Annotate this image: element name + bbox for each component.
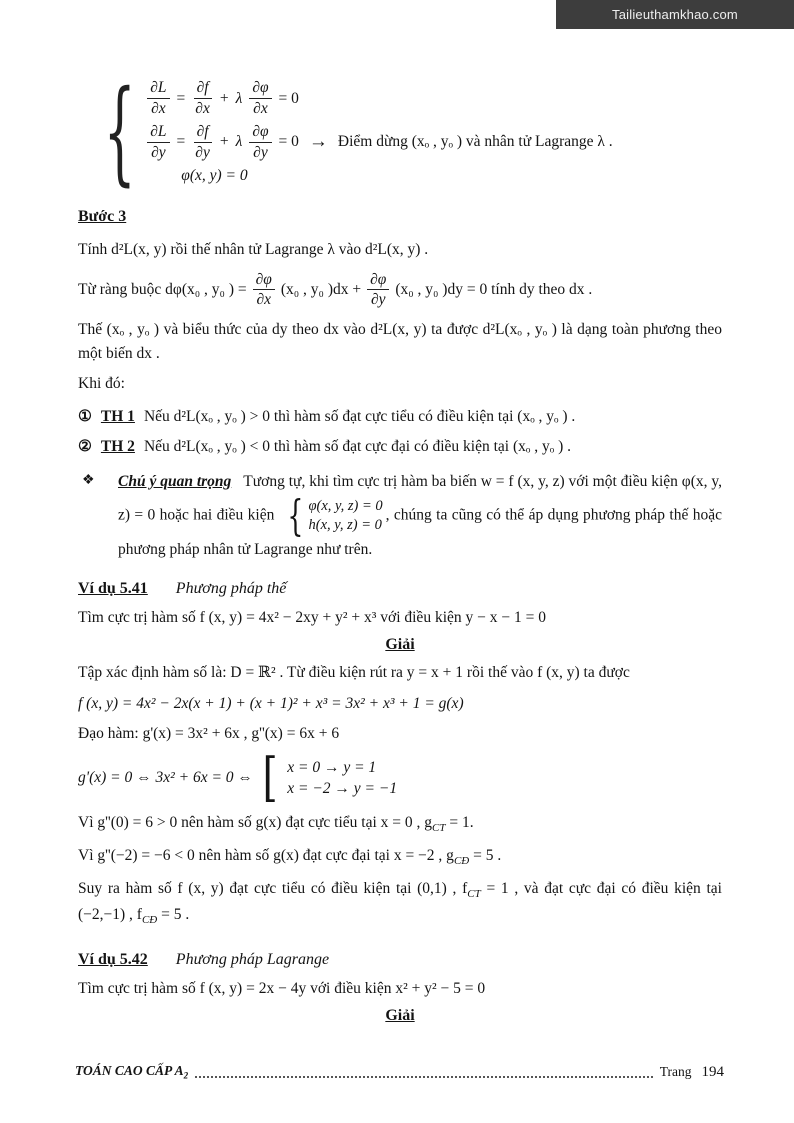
equation-substituted-function: f (x, y) = 4x² − 2x(x + 1) + (x + 1)² + x³ = 3x² + x³ + 1 = g(x) (78, 694, 464, 712)
subscript-ct: CT (432, 822, 446, 835)
equals-zero: = 0 (278, 133, 299, 151)
left-brace-glyph: { (103, 67, 136, 197)
critical-points-cases (78, 748, 722, 809)
paragraph-derivatives: Đạo hàm: g'(x) = 3x² + 6x , g''(x) = 6x + 6 (78, 724, 340, 742)
example-541-label: Ví dụ 5.41 (78, 579, 148, 597)
page-label: Trang (659, 1064, 692, 1079)
equation-line-3 (181, 167, 612, 185)
fraction-dphi-dy: $\frac{\partial\varphi}{\partial y}$ (249, 123, 271, 162)
important-note-body (118, 469, 722, 564)
example-541-method-title: Phương pháp thế (175, 579, 287, 597)
fraction-dL-dx: $\frac{\partial L}{\partial x}$ (147, 79, 169, 118)
step-3-heading: Bước 3 (78, 208, 127, 225)
fraction-dphi-dx: $\frac{\partial\varphi}{\partial x}$ (253, 271, 275, 310)
example-542-label: Ví dụ 5.42 (78, 950, 148, 968)
lambda-symbol: λ (235, 89, 243, 107)
fraction-df-dx: $\frac{\partial f}{\partial x}$ (195, 79, 210, 118)
lagrange-system-equations (84, 67, 722, 197)
page-number-block (660, 1064, 724, 1081)
dphi-prefix: Từ ràng buộc dφ(x₀ , y₀ ) = (78, 280, 247, 298)
example-541-heading (78, 580, 722, 598)
fraction-dphi-dy: $\frac{\partial\varphi}{\partial y}$ (367, 271, 389, 310)
paragraph-khi-do: Khi đó: (78, 375, 125, 393)
constraint-differential-line (78, 271, 722, 310)
fraction-dL-dy: $\frac{\partial L}{\partial y}$ (147, 123, 169, 162)
subscript-cd: CĐ (141, 913, 158, 926)
page-content (78, 67, 722, 1030)
important-note-block (78, 469, 722, 564)
important-note-pre: Tương tự, khi tìm cực trị hàm ba biến w = f (x, y, z) với một điều kiện φ(x, y, z) = 0 hoặc hai điều kiện (118, 472, 722, 524)
dotted-leader (195, 1076, 653, 1078)
constraint-equation: φ(x, y) = 0 (181, 166, 248, 184)
page-number: 194 (701, 1064, 724, 1080)
constraint-h: h(x, y, z) = 0 (308, 517, 382, 534)
paragraph-compute-d2L: Tính d²L(x, y) rồi thế nhân tử Lagrange λ vào d²L(x, y) . (78, 241, 429, 258)
paragraph-conclusion: Suy ra hàm số f (x, y) đạt cực tiểu có điều kiện tại (0,1) , $f_{CT} = 1$ , và đạt cực đại có điều kiện tại (−2,−1) , $f_{CĐ} = 5$ . (78, 880, 722, 926)
solution-heading-542: Giải (385, 1007, 415, 1025)
th1-label: TH 1 (100, 407, 135, 425)
example-542-method-title: Phương pháp Lagrange (175, 950, 330, 968)
plus-sign: + (219, 133, 229, 151)
solution-heading-541: Giải (385, 636, 415, 654)
case-th1-row (78, 407, 722, 426)
critical-points-equation: g'(x) = 0 ⇔ 3x² + 6x = 0 ⇔ (78, 769, 253, 787)
paragraph-domain: Tập xác định hàm số là: D = ℝ² . Từ điều kiện rút ra y = x + 1 rồi thế vào f (x, y) ta được (78, 664, 630, 682)
paragraph-substitute-dy: Thế (xₒ , yₒ ) và biểu thức của dy theo dx vào d²L(x, y) ta được d²L(xₒ , yₒ ) là dạng toàn phương theo một biến dx . (78, 321, 722, 362)
circled-2-icon: ② (78, 437, 92, 455)
lambda-symbol: λ (235, 133, 243, 151)
watermark-banner: Tailieuthamkhao.com (556, 0, 794, 29)
system-equation-lines (147, 79, 612, 184)
two-constraints-system (282, 491, 383, 541)
plus-sign: + (219, 89, 229, 107)
book-title-subscript: 2 (183, 1071, 189, 1081)
two-constraints-lines (308, 497, 382, 535)
equals-sign: = (176, 89, 186, 107)
th1-text: Nếu d²L(xₒ , yₒ ) > 0 thì hàm số đạt cực tiểu có điều kiện tại (xₒ , yₒ ) . (143, 407, 576, 425)
constraint-phi: φ(x, y, z) = 0 (308, 498, 383, 515)
paragraph-local-min: Vì g''(0) = 6 > 0 nên hàm số g(x) đạt cực tiểu tại x = 0 , $g_{CT} = 1$. (78, 814, 474, 835)
paragraph-local-max: Vì g''(−2) = −6 < 0 nên hàm số g(x) đạt cực đại tại x = −2 , $g_{CĐ} = 5$ . (78, 847, 502, 868)
fraction-df-dy: $\frac{\partial f}{\partial y}$ (195, 123, 210, 161)
mini-left-brace-glyph: { (287, 491, 304, 541)
th2-label: TH 2 (100, 437, 135, 455)
page-footer (75, 1063, 724, 1081)
dphi-middle-dx: (x₀ , y₀ )dx + (280, 280, 362, 298)
diamond-bullet-icon: ❖ (82, 472, 95, 488)
equals-sign: = (176, 133, 186, 151)
case-x0: x = 0 → y = 1 (287, 758, 377, 776)
example-542-heading (78, 951, 722, 969)
th2-text: Nếu d²L(xₒ , yₒ ) < 0 thì hàm số đạt cực đại có điều kiện tại (xₒ , yₒ ) . (143, 437, 571, 455)
right-arrow-icon: → (308, 131, 328, 153)
stationary-point-note: Điểm dừng (xₒ , yₒ ) và nhân tử Lagrange λ . (337, 133, 613, 151)
equation-line-1 (147, 79, 612, 118)
example-541-problem: Tìm cực trị hàm số f (x, y) = 4x² − 2xy + y² + x³ với điều kiện y − x − 1 = 0 (78, 608, 546, 626)
case-th2-row (78, 437, 722, 456)
equation-line-2 (147, 123, 612, 162)
fraction-dphi-dx: $\frac{\partial\varphi}{\partial x}$ (249, 79, 271, 118)
subscript-ct: CT (467, 888, 481, 901)
subscript-cd: CĐ (453, 855, 470, 868)
left-bracket-glyph: [ (262, 748, 278, 809)
dphi-suffix: (x₀ , y₀ )dy = 0 tính dy theo dx . (395, 280, 593, 298)
critical-points-list (287, 759, 397, 798)
important-note-post: , chúng ta cũng có thể áp dụng phương pháp thế hoặc phương pháp nhân tử Lagrange như trên. (118, 506, 722, 559)
equals-zero: = 0 (278, 89, 299, 107)
important-note-label: Chú ý quan trọng (118, 472, 232, 490)
book-title: TOÁN CAO CẤP $A_2$ (75, 1063, 189, 1081)
case-x-minus-2: x = −2 → y = −1 (287, 779, 398, 797)
circled-1-icon: ① (78, 407, 92, 425)
example-542-problem: Tìm cực trị hàm số f (x, y) = 2x − 4y với điều kiện x² + y² − 5 = 0 (78, 979, 486, 997)
